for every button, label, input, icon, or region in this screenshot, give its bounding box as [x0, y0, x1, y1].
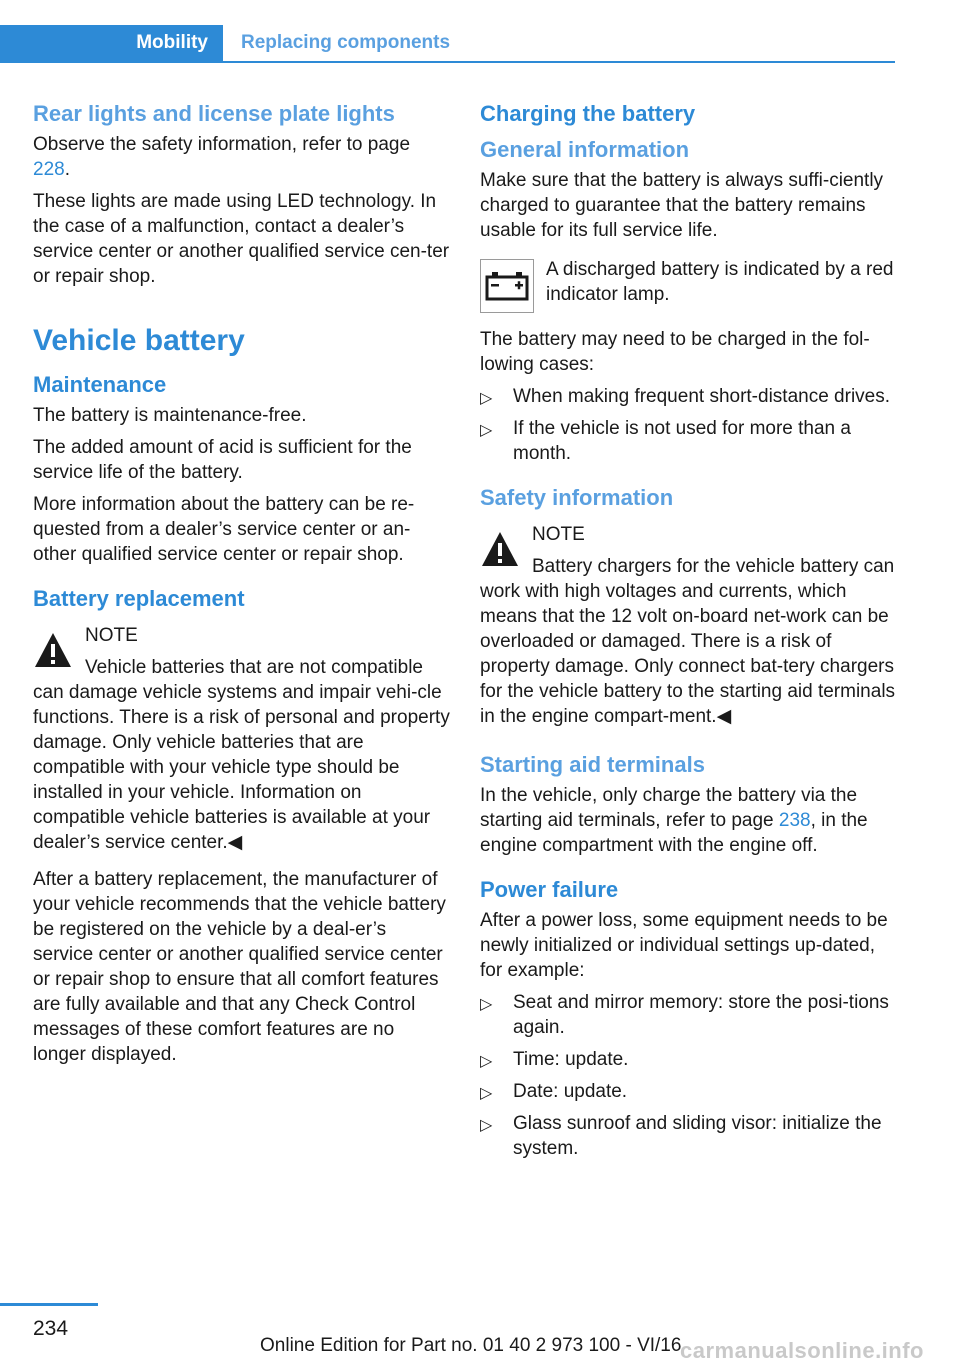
- general-info-heading: General information: [480, 137, 690, 162]
- right-column: [480, 100, 898, 1171]
- battery-replacement-heading: Battery replacement: [33, 586, 245, 611]
- acid-text: The added amount of acid is sufficient for the service life of the battery.: [33, 437, 412, 483]
- watermark: carmanualsonline.info: [680, 1338, 924, 1363]
- edition-text: Online Edition for Part no. 01 40 2 973 100 - VI/16: [260, 1335, 682, 1356]
- warning-triangle-icon: [480, 530, 520, 568]
- page-number: 234: [33, 1317, 69, 1340]
- list-item: ▷ Date: update.: [480, 1079, 898, 1104]
- triangle-bullet-icon: ▷: [480, 1053, 493, 1070]
- power-failure-text: After a power loss, some equipment needs to be newly initialized or individual settings up-dated, for example:: [480, 910, 888, 981]
- note-text: Vehicle batteries that are not compatible can damage vehicle systems and impair vehi-cle functions. There is a risk of personal and property damage. Only vehicle batteries that are compatible with your vehicle type should be installed in your vehicle. Information on compatible vehicle batteries is available at your dealer’s service center.◀: [33, 657, 450, 853]
- note-text: Battery chargers for the vehicle battery can work with high voltages and currents, which means that the 12 volt on-board net-work can be overloaded or damaged. There is a risk of property damage. Only connect bat-tery chargers for the vehicle battery to the starting aid terminals in the engine compart-ment.◀: [480, 556, 896, 727]
- triangle-bullet-icon: ▷: [480, 422, 493, 439]
- charge-cases-intro: The battery may need to be charged in the fol-lowing cases:: [480, 329, 870, 375]
- battery-indicator-icon: [480, 259, 534, 313]
- charge-cases-list: [480, 384, 898, 466]
- triangle-bullet-icon: ▷: [480, 996, 493, 1013]
- power-failure-heading: Power failure: [480, 877, 619, 902]
- charger-note: [480, 522, 898, 729]
- starting-aid-heading: Starting aid terminals: [480, 752, 705, 777]
- rear-lights-safety-ref: Observe the safety information, refer to page 228.: [33, 134, 411, 180]
- note-label: NOTE: [85, 625, 138, 646]
- list-item: ▷ Glass sunroof and sliding visor: initialize the system.: [480, 1113, 882, 1159]
- tab-mobility[interactable]: Mobility: [0, 25, 223, 61]
- starting-aid-text: In the vehicle, only charge the battery via the starting aid terminals, refer to page 238, in the engine compartment with the engine off.: [480, 785, 868, 856]
- indicator-block: [480, 257, 898, 317]
- triangle-bullet-icon: ▷: [480, 390, 493, 407]
- note-label: NOTE: [532, 524, 585, 545]
- warning-triangle-icon: [33, 631, 73, 669]
- page-238-link[interactable]: 238: [778, 810, 811, 831]
- charging-heading: Charging the battery: [480, 101, 696, 126]
- rear-lights-heading: Rear lights and license plate lights: [33, 101, 395, 126]
- list-item: ▷ If the vehicle is not used for more than a month.: [480, 418, 851, 464]
- rear-lights-led-text: These lights are made using LED technology. In the case of a malfunction, contact a dealer’s service center or another qualified service cen-ter or repair shop.: [33, 191, 450, 287]
- left-column: [33, 100, 451, 1074]
- triangle-bullet-icon: ▷: [480, 1117, 493, 1134]
- safety-info-heading: Safety information: [480, 485, 674, 510]
- more-info-text: More information about the battery can be re-quested from a dealer’s service center or an-other qualified service center or repair shop.: [33, 494, 415, 565]
- list-item: ▷ When making frequent short-distance drives.: [480, 384, 898, 409]
- replacement-registration-text: After a battery replacement, the manufacturer of your vehicle recommends that the vehicle battery be registered on the vehicle by a deal-er’s service center or another qualified service center or repair shop to ensure that all comfort features are fully available and that any Check Control messages of these comfort features are no longer displayed.: [33, 869, 446, 1065]
- footer-divider: [0, 1303, 98, 1306]
- triangle-bullet-icon: ▷: [480, 1085, 493, 1102]
- battery-note: [33, 623, 451, 855]
- tab-replacing-components[interactable]: Replacing components: [241, 32, 451, 53]
- vehicle-battery-heading: Vehicle battery: [33, 324, 245, 357]
- list-item: ▷ Seat and mirror memory: store the posi-tions again.: [480, 992, 889, 1038]
- page-228-link[interactable]: 228: [33, 159, 65, 180]
- power-failure-list: [480, 990, 898, 1161]
- header-tabbar: [0, 25, 895, 63]
- indicator-text: A discharged battery is indicated by a red indicator lamp.: [546, 259, 894, 305]
- list-item: ▷ Time: update.: [480, 1047, 898, 1072]
- general-info-text: Make sure that the battery is always suffi-ciently charged to guarantee that the battery remains usable for its full service life.: [480, 170, 884, 241]
- maintenance-free-text: The battery is maintenance-free.: [33, 405, 307, 426]
- maintenance-heading: Maintenance: [33, 372, 167, 397]
